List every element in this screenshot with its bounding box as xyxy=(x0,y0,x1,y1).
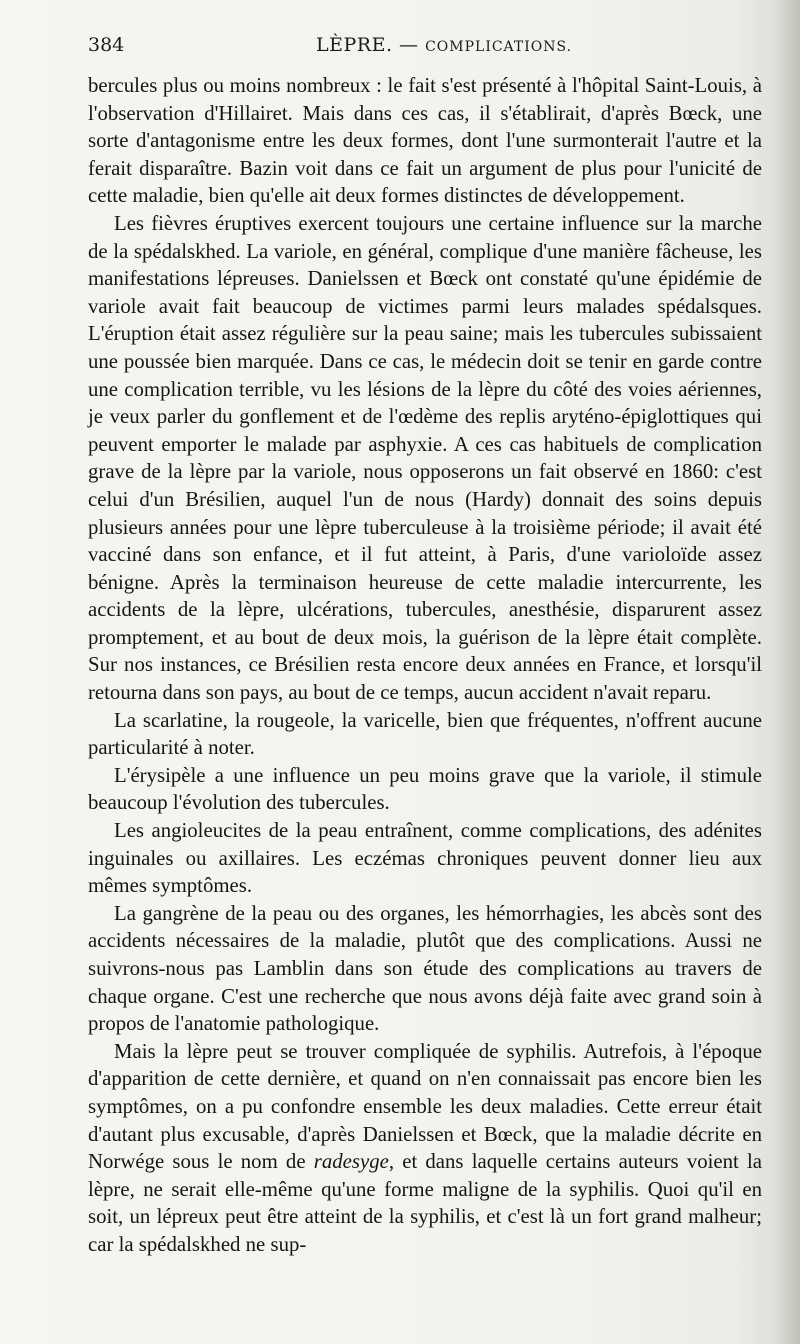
paragraph-gangrene: La gangrène de la peau ou des organes, les hémorrhagies, les abcès sont des accidents nécessaires de la maladie, plutôt que des complications. Aussi ne suivrons-nous pas Lamblin dans son étude des complications au travers de chaque organe. C'est une recherche que nous avons déjà faite avec grand soin à propos de l'anatomie pathologique. xyxy=(88,901,762,1036)
radesyge-term: radesyge xyxy=(313,1150,389,1174)
paragraph-scarlatine: La scarlatine, la rougeole, la varicelle, bien que fréquentes, n'offrent aucune particularité à noter. xyxy=(88,708,762,760)
paragraph-syphilis xyxy=(88,1038,762,1259)
paragraph-erysipele: L'érysipèle a une influence un peu moins grave que la variole, il stimule beaucoup l'évolution des tubercules. xyxy=(88,763,762,815)
page-number: 384 xyxy=(88,34,125,56)
running-head-title: LÈPRE. — xyxy=(316,34,419,56)
running-head xyxy=(316,34,572,56)
paragraph-continued: bercules plus ou moins nombreux : le fait s'est présenté à l'hôpital Saint-Louis, à l'observation d'Hillairet. Mais dans ces cas, il s'établirait, d'après Bœck, une sorte d'antagonisme entre les deux formes, dont l'une surmonterait l'autre et la ferait disparaître. Bazin voit dans ce fait un argument de plus pour l'unicité de cette maladie, bien qu'elle ait deux formes distinctes de développement. xyxy=(88,74,762,208)
page-edge-shadow xyxy=(774,0,800,1344)
paragraph-angioleucites: Les angioleucites de la peau entraînent, comme complications, des adénites inguinales ou axillaires. Les eczémas chroniques peuvent donner lieu aux mêmes symptômes. xyxy=(88,819,762,898)
syphilis-text-before: Mais la lèpre peut se trouver compliquée de syphilis. Autrefois, à l'époque d'apparition de cette dernière, et quand on n'en connaissait pas encore bien les symptômes, on a pu confondre ensemble les deux maladies. Cette erreur était d'autant plus excusable, d'après Danielssen et Bœck, que la maladie décrite en Norwége sous le nom de xyxy=(88,1039,762,1174)
syphilis-text-after: , et dans laquelle certains auteurs voient la lèpre, ne serait elle-même qu'une forme maligne de la syphilis. Quoi qu'il en soit, un lépreux peut être atteint de la syphilis, et c'est là un fort grand malheur; car la spédalskhed ne sup- xyxy=(88,1150,762,1256)
running-head-section: COMPLICATIONS. xyxy=(425,39,573,55)
paragraph-eruptive-fevers: Les fièvres éruptives exercent toujours une certaine influence sur la marche de la spédalskhed. La variole, en général, complique d'une manière fâcheuse, les manifestations lépreuses. Danielssen et Bœck ont constaté qu'une épidémie de variole avait fait beaucoup de victimes parmi leurs malades spédalsques. L'éruption était assez régulière sur la peau saine; mais les tubercules subissaient une poussée bien marquée. Dans ce cas, le médecin doit se tenir en garde contre une complication terrible, vu les lésions de la lèpre du côté des voies aériennes, je veux parler du gonflement et de l'œdème des replis aryténo-épiglottiques qui peuvent emporter le malade par asphyxie. A ces cas habituels de complication grave de la lèpre par la variole, nous opposerons un fait observé en 1860: c'est celui d'un Brésilien, auquel l'un de nous (Hardy) donnait des soins depuis plusieurs années pour une lèpre tuberculeuse à la troisième période; il avait été vacciné dans son enfance, et il fut atteint, à Paris, d'une varioloïde assez bénigne. Après la terminaison heureuse de cette maladie intercurrente, les accidents de la lèpre, ulcérations, tubercules, anesthésie, disparurent assez promptement, et au bout de deux mois, la guérison de la lèpre était complète. Sur nos instances, ce Brésilien resta encore deux années en France, et lorsqu'il retourna dans son pays, au bout de ce temps, aucun accident n'avait reparu. xyxy=(88,211,762,705)
page-header xyxy=(88,34,756,60)
body-text xyxy=(88,72,762,1259)
